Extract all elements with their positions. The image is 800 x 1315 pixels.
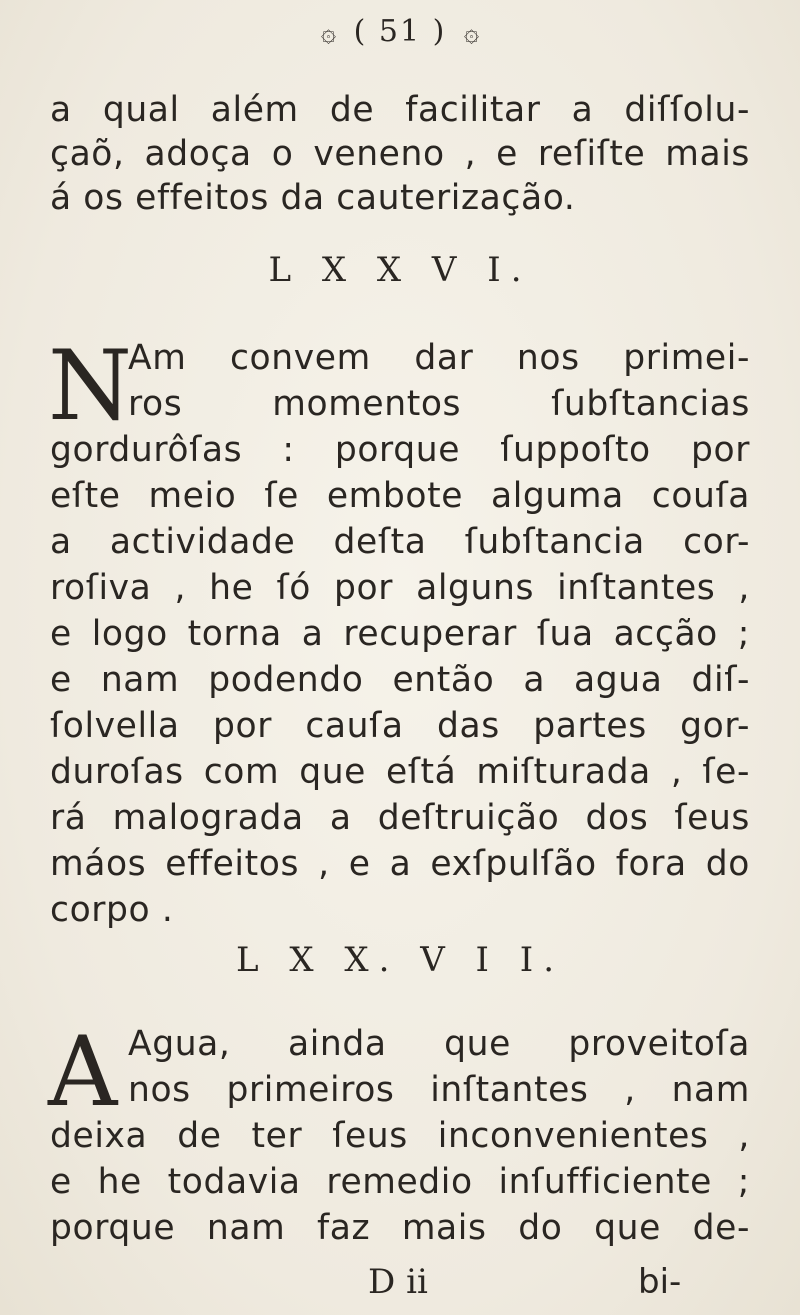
drop-capital: N (48, 330, 132, 442)
drop-capital: A (48, 1016, 118, 1128)
text-line: á os effeitos da cauterização. (50, 178, 576, 218)
ornament-right-icon: ۞ (463, 18, 480, 48)
text-line: e logo torna a recuperar ſua acção ; (50, 614, 750, 654)
text-line: corpo . (50, 890, 174, 930)
text-line: rá malograda a deſtruição dos ſeus (50, 798, 750, 838)
page-header (0, 14, 800, 49)
text-line: a actividade deſta ſubſtancia cor- (50, 522, 750, 562)
ornament-left-icon: ۞ (320, 18, 337, 48)
text-line: gordurôſas : porque ſuppoſto por (50, 430, 750, 470)
text-line: eſte meio ſe embote alguma couſa (50, 476, 750, 516)
text-line: nos primeiros inſtantes , nam (128, 1070, 750, 1110)
text-line: ſolvella por cauſa das partes gor- (50, 706, 750, 746)
text-line: e nam podendo então a agua diſ- (50, 660, 750, 700)
text-line: deixa de ter ſeus inconvenientes , (50, 1116, 750, 1156)
text-line: e he todavia remedio inſufficiente ; (50, 1162, 750, 1202)
signature-mark: D ii (368, 1262, 428, 1302)
text-line: duroſas com que eſtá miſturada , ſe- (50, 752, 750, 792)
text-line: ros momentos ſubſtancias (128, 384, 750, 424)
text-line: a qual além de facilitar a diſſolu- (50, 90, 750, 130)
page-footer (0, 1258, 800, 1308)
section-numeral: L X X V I. (268, 250, 532, 290)
text-line: máos effeitos , e a exſpulſão fora do (50, 844, 750, 884)
text-line: porque nam faz mais do que de- (50, 1208, 750, 1248)
page-number: ( 51 ) (353, 14, 447, 49)
text-line: roſiva , he ſó por alguns inſtantes , (50, 568, 750, 608)
text-line: çaõ, adoça o veneno , e reſiſte mais (50, 134, 750, 174)
text-line: Agua, ainda que proveitoſa (128, 1024, 750, 1064)
section-numeral: L X X. V I I. (235, 940, 565, 980)
text-line: Am convem dar nos primei- (128, 338, 750, 378)
catchword: bi- (638, 1262, 682, 1302)
